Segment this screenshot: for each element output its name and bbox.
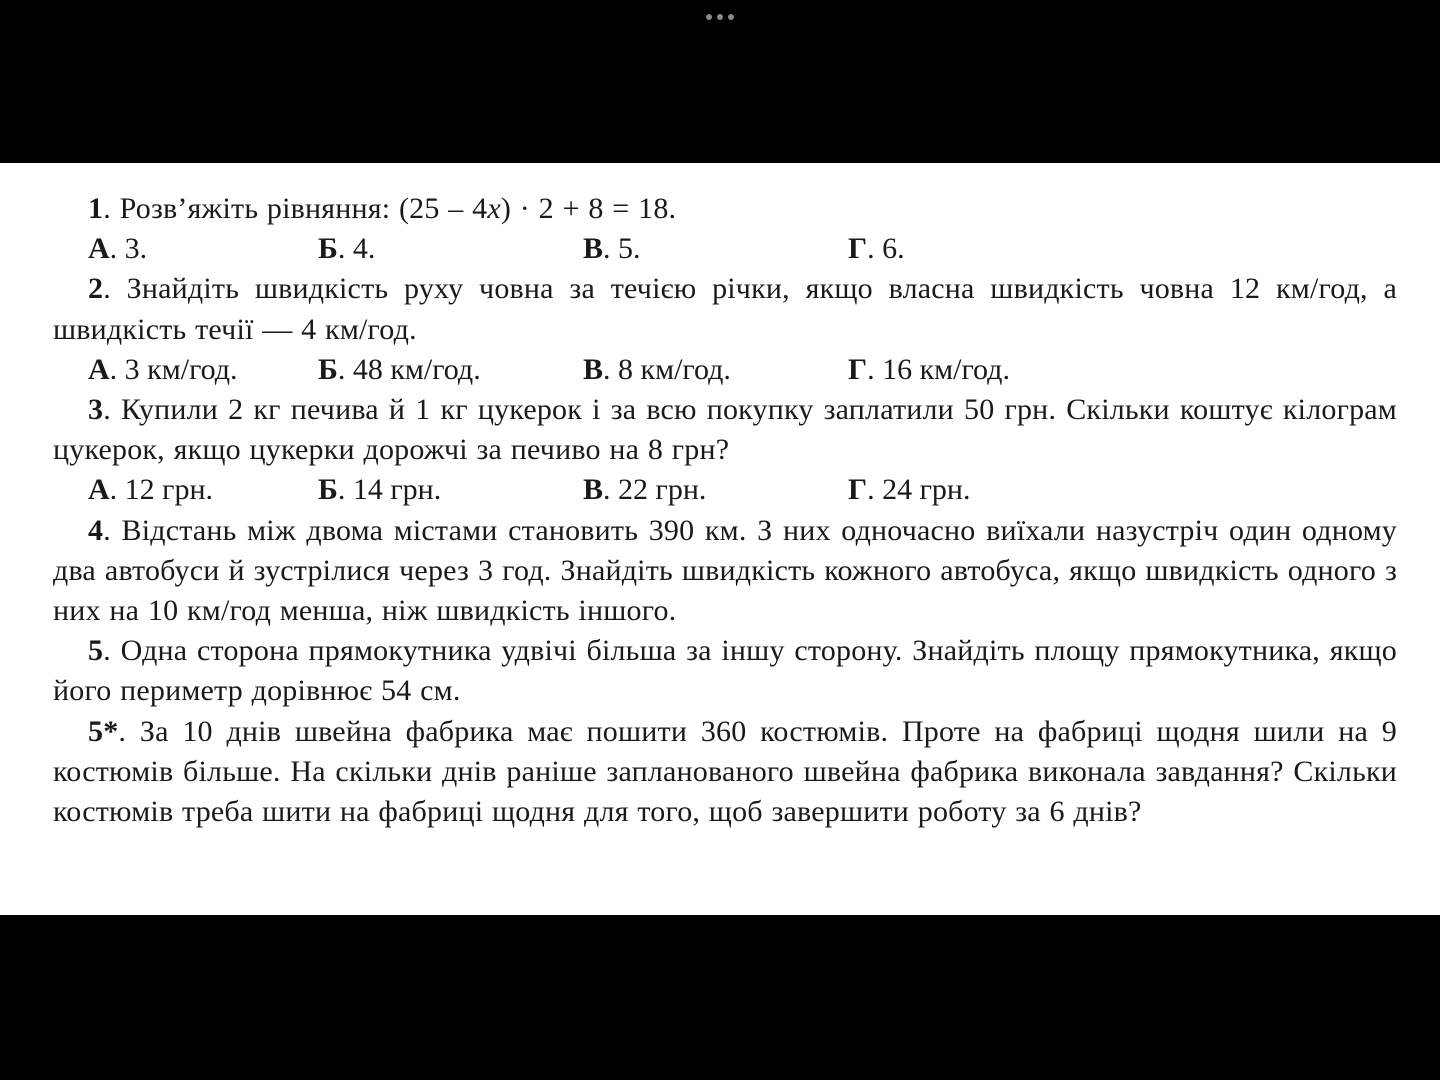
answer-options-2 [53, 350, 1397, 390]
task-5-star [53, 712, 1397, 833]
answer-options-3 [53, 470, 1397, 510]
option-a: А. 3 км/год. [88, 352, 238, 386]
worksheet [53, 189, 1397, 832]
task-text: . Купили 2 кг печива й 1 кг цукерок і за всю покупку заплатили 50 грн. Скільки коштує кілограм цукерок, якщо цукерки дорожчі за печиво на 8 грн? [53, 393, 1397, 467]
task-number: 4 [88, 513, 104, 547]
task-text: . Одна сторона прямокутника удвічі більша за іншу сторону. Знайдіть площу прямокутника, якщо його периметр дорівнює 54 см. [53, 634, 1397, 708]
task-text: . Відстань між двома містами становить 390 км. З них одночасно виїхали назустріч один одному два автобуси й зустрілися через 3 год. Знайдіть швидкість кожного автобуса, якщо швидкість одного з них на 10 км/год менша, ніж швидкість іншого. [53, 513, 1397, 628]
option-b: Б. 14 грн. [318, 473, 442, 507]
option-v: В. 22 грн. [583, 473, 707, 507]
more-options-icon[interactable] [700, 8, 740, 26]
answer-options-1 [53, 229, 1397, 269]
option-v: В. 5. [583, 232, 641, 266]
option-g: Г. 24 грн. [848, 473, 971, 507]
task-text: . Розв’яжіть рівняння: (25 – 4x) · 2 + 8 = 18. [103, 192, 677, 225]
option-a: А. 3. [88, 232, 148, 266]
option-v: В. 8 км/год. [583, 352, 731, 386]
dot [728, 14, 734, 20]
task-number: 5* [88, 714, 119, 748]
dot [706, 14, 712, 20]
task-5 [53, 631, 1397, 711]
option-b: Б. 48 км/год. [318, 352, 481, 386]
task-text: . Знайдіть швидкість руху човна за течією річки, якщо власна швидкість човна 12 км/год, а швидкість течії — 4 км/год. [53, 272, 1397, 346]
option-a: А. 12 грн. [88, 473, 214, 507]
task-number: 2 [88, 272, 104, 306]
option-b: Б. 4. [318, 232, 376, 266]
task-4 [53, 511, 1397, 632]
task-number: 5 [88, 634, 104, 668]
task-text: . За 10 днів швейна фабрика має пошити 360 костюмів. Проте на фабриці щодня шили на 9 костюмів більше. На скільки днів раніше запланованого швейна фабрика виконала завдання? Скільки костюмів треба шити на фабриці щодня для того, щоб завершити роботу за 6 днів? [53, 714, 1397, 829]
task-number: 1 [88, 192, 104, 225]
option-g: Г. 16 км/год. [848, 352, 1010, 386]
dot [717, 14, 723, 20]
task-3 [53, 390, 1397, 470]
task-1 [53, 189, 1397, 229]
task-2 [53, 269, 1397, 349]
task-number: 3 [88, 393, 104, 427]
option-g: Г. 6. [848, 232, 905, 266]
